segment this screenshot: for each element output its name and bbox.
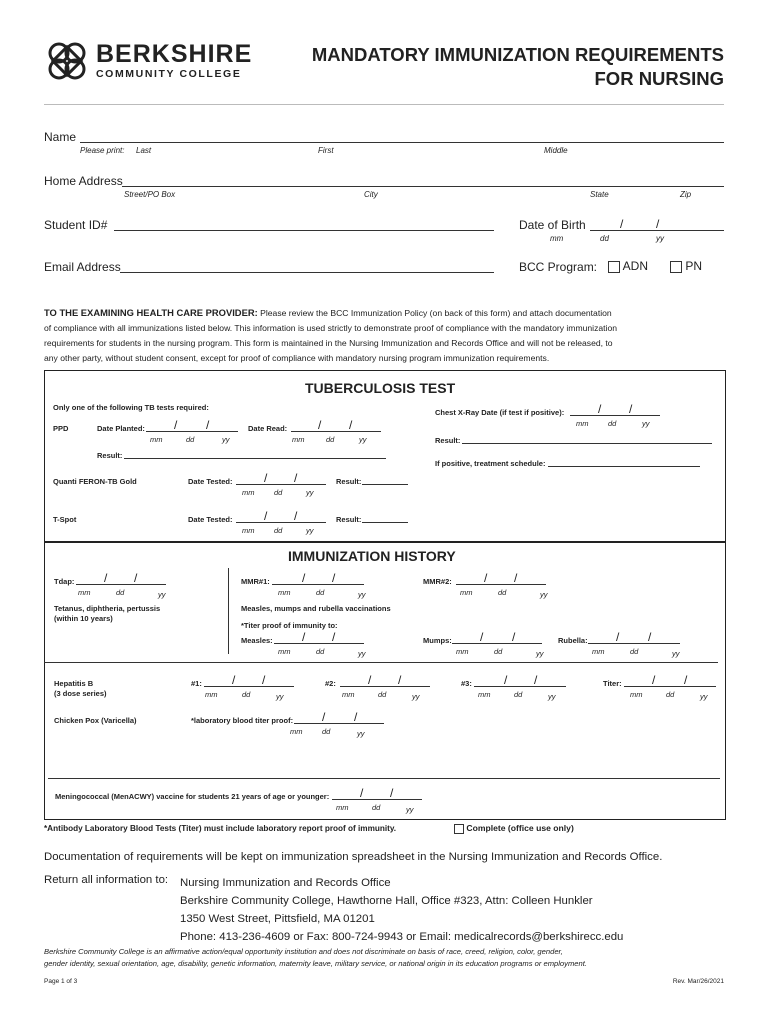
cx-yy: yy <box>642 419 650 428</box>
mmr2-mm: mm <box>460 588 473 597</box>
rubella-slash2: / <box>648 630 652 644</box>
chest-xray-label: Chest X-Ray Date (if test if positive): <box>435 408 565 417</box>
tdap-dd: dd <box>116 588 125 597</box>
measles-slash2: / <box>332 630 336 644</box>
name-field[interactable] <box>80 142 724 143</box>
eoe-line1: Berkshire Community College is an affirmative action/equal opportunity institution and does not discriminate on basis of race, creed, religion, color, gender, <box>44 947 563 956</box>
tdap-slash1: / <box>104 571 108 585</box>
provider-heading: TO THE EXAMINING HEALTH CARE PROVIDER: <box>44 307 258 318</box>
hepb1-mm: mm <box>205 690 218 699</box>
state-caption: State <box>590 190 609 199</box>
mmr1-slash1: / <box>302 571 306 585</box>
chest-xray-field[interactable] <box>570 415 660 416</box>
chickenpox-titer-field[interactable] <box>294 723 384 724</box>
dob-mm: mm <box>550 234 564 243</box>
chest-result-label: Result: <box>435 436 461 445</box>
mmr1-slash2: / <box>332 571 336 585</box>
date-planted-label: Date Planted: <box>97 424 145 433</box>
dp-dd: dd <box>186 435 195 444</box>
tdap-yy: yy <box>158 590 166 599</box>
mening-divider <box>48 778 720 779</box>
mening-field[interactable] <box>332 799 422 800</box>
mening-label: Meningococcal (MenACWY) vaccine for students 21 years of age or younger: <box>55 792 330 801</box>
dob-slash-2: / <box>656 217 660 231</box>
tdap-desc2: (within 10 years) <box>54 614 113 623</box>
mmr1-field[interactable] <box>272 584 364 585</box>
dr-yy: yy <box>359 435 367 444</box>
dp-yy: yy <box>222 435 230 444</box>
return-addr-line4: Phone: 413-236-4609 or Fax: 800-724-9943 or Email: medicalrecords@berkshirecc.edu <box>180 931 624 943</box>
tspot-date-field[interactable] <box>236 522 326 523</box>
ts-mm: mm <box>242 526 255 535</box>
page-title-line2: FOR NURSING <box>594 68 724 89</box>
date-read-label: Date Read: <box>248 424 288 433</box>
program-label: BCC Program: <box>519 260 598 274</box>
date-read-field[interactable] <box>291 431 381 432</box>
mmr1-dd: dd <box>316 588 325 597</box>
hepb-label1: Hepatitis B <box>54 679 94 688</box>
mmr2-label: MMR#2: <box>423 577 452 586</box>
quanti-result-label: Result: <box>336 477 362 486</box>
quanti-label: Quanti FERON-TB Gold <box>53 477 137 486</box>
pn-option[interactable] <box>670 259 702 273</box>
revision-date: Rev. Mar/26/2021 <box>672 978 724 985</box>
cx-mm: mm <box>576 419 589 428</box>
pn-checkbox[interactable] <box>670 261 682 273</box>
titer-dd: dd <box>666 690 675 699</box>
date-read-slash1: / <box>318 418 322 432</box>
dp-mm: mm <box>150 435 163 444</box>
adn-option[interactable] <box>608 259 648 273</box>
mening-slash1: / <box>360 786 364 800</box>
documentation-note: Documentation of requirements will be kept on immunization spreadsheet in the Nursing Immunization and Records Office. <box>44 851 663 863</box>
rubella-slash1: / <box>616 630 620 644</box>
hepb-dose3-label: #3: <box>461 679 472 688</box>
mumps-label: Mumps: <box>423 636 452 645</box>
name-label: Name <box>44 130 77 144</box>
complete-label: Complete (office use only) <box>466 823 574 833</box>
titer-slash2: / <box>684 673 688 687</box>
first-caption: First <box>318 146 334 155</box>
mening-dd: dd <box>372 803 381 812</box>
address-field[interactable] <box>122 186 724 187</box>
mumps-slash1: / <box>480 630 484 644</box>
mmr1-yy: yy <box>358 590 366 599</box>
measles-mm: mm <box>278 647 291 656</box>
eoe-statement <box>44 946 587 970</box>
hepb-dose1-field[interactable] <box>204 686 294 687</box>
hepb-dose1-label: #1: <box>191 679 202 688</box>
date-planted-slash1: / <box>174 418 178 432</box>
mumps-dd: dd <box>494 647 503 656</box>
qt-yy: yy <box>306 488 314 497</box>
ppd-label: PPD <box>53 424 69 433</box>
celtic-knot-logo-icon <box>44 38 90 84</box>
header-divider <box>44 104 724 105</box>
quanti-slash1: / <box>264 471 268 485</box>
ts-dd: dd <box>274 526 283 535</box>
hepb1-dd: dd <box>242 690 251 699</box>
ts-yy: yy <box>306 526 314 535</box>
ppd-result-field[interactable] <box>124 458 386 459</box>
tspot-slash2: / <box>294 509 298 523</box>
hepb3-dd: dd <box>514 690 523 699</box>
provider-line1: Please review the BCC Immunization Policy (on back of this form) and attach documentation <box>260 308 612 318</box>
hepb2-slash1: / <box>368 673 372 687</box>
mmr2-dd: dd <box>498 588 507 597</box>
mmr1-mm: mm <box>278 588 291 597</box>
rubella-field[interactable] <box>588 643 680 644</box>
imm-title: IMMUNIZATION HISTORY <box>288 548 456 564</box>
date-planted-slash2: / <box>206 418 210 432</box>
last-caption: Last <box>136 146 152 155</box>
chest-result-field[interactable] <box>462 443 712 444</box>
tspot-result-field[interactable] <box>362 522 408 523</box>
provider-line2: of compliance with all immunizations listed below. This information is used strictly to demonstrate proof of compliance with the mandatory immunization <box>44 323 618 333</box>
titer-slash1: / <box>652 673 656 687</box>
tdap-desc1: Tetanus, diphtheria, pertussis <box>54 604 161 613</box>
adn-label: ADN <box>622 259 649 273</box>
mening-slash2: / <box>390 786 394 800</box>
return-addr-line1: Nursing Immunization and Records Office <box>180 877 391 889</box>
email-field[interactable] <box>120 272 494 273</box>
rubella-dd: dd <box>630 647 639 656</box>
measles-label: Measles: <box>241 636 273 645</box>
titer-yy: yy <box>700 692 708 701</box>
return-address <box>180 874 623 946</box>
cp-mm: mm <box>290 727 303 736</box>
dob-slash-1: / <box>620 217 624 231</box>
mumps-slash2: / <box>512 630 516 644</box>
complete-option[interactable] <box>454 823 574 834</box>
complete-checkbox[interactable] <box>454 824 464 834</box>
rubella-label: Rubella: <box>558 636 588 645</box>
street-caption: Street/PO Box <box>124 190 176 199</box>
measles-yy: yy <box>358 649 366 658</box>
zip-caption: Zip <box>680 190 692 199</box>
page-number: Page 1 of 3 <box>44 978 78 985</box>
email-label: Email Address <box>44 260 121 274</box>
dob-yy: yy <box>656 234 664 243</box>
adn-checkbox[interactable] <box>608 261 620 273</box>
chest-slash1: / <box>598 402 602 416</box>
rubella-yy: yy <box>672 649 680 658</box>
dr-mm: mm <box>292 435 305 444</box>
hepb-dose3-field[interactable] <box>474 686 566 687</box>
hepb3-mm: mm <box>478 690 491 699</box>
tdap-field[interactable] <box>76 584 166 585</box>
provider-line4: any other party, without student consent, except for proof of compliance with mandatory nursing program immunization requirements. <box>44 353 550 363</box>
pn-label: PN <box>685 259 703 273</box>
provider-paragraph <box>44 305 617 366</box>
date-read-slash2: / <box>349 418 353 432</box>
student-id-field[interactable] <box>114 230 494 231</box>
measles-field[interactable] <box>274 643 364 644</box>
return-addr-line2: Berkshire Community College, Hawthorne Hall, Office #323, Attn: Colleen Hunkler <box>180 895 593 907</box>
hepb3-yy: yy <box>548 692 556 701</box>
date-planted-field[interactable] <box>146 431 238 432</box>
mening-yy: yy <box>406 805 414 814</box>
cp-dd: dd <box>322 727 331 736</box>
cp-slash1: / <box>322 710 326 724</box>
return-label: Return all information to: <box>44 874 169 886</box>
imm-col-divider <box>228 568 229 654</box>
mumps-mm: mm <box>456 647 469 656</box>
measles-slash1: / <box>302 630 306 644</box>
mmr2-slash2: / <box>514 571 518 585</box>
mmr-desc: Measles, mumps and rubella vaccinations <box>241 604 391 613</box>
tspot-date-label: Date Tested: <box>188 515 233 524</box>
tb-only-one: Only one of the following TB tests required: <box>53 403 209 412</box>
hepb2-dd: dd <box>378 690 387 699</box>
rubella-mm: mm <box>592 647 605 656</box>
please-print: Please print: <box>80 146 125 155</box>
lab-titer-label: *laboratory blood titer proof: <box>191 716 294 725</box>
hepb1-slash2: / <box>262 673 266 687</box>
tdap-slash2: / <box>134 571 138 585</box>
hepb1-yy: yy <box>276 692 284 701</box>
tb-title: TUBERCULOSIS TEST <box>305 380 456 396</box>
cx-dd: dd <box>608 419 617 428</box>
quanti-date-label: Date Tested: <box>188 477 233 486</box>
ppd-result-label: Result: <box>97 451 123 460</box>
quanti-date-field[interactable] <box>236 484 326 485</box>
mumps-yy: yy <box>536 649 544 658</box>
middle-caption: Middle <box>544 146 568 155</box>
hepb-titer-label: Titer: <box>603 679 622 688</box>
quanti-result-field[interactable] <box>362 484 408 485</box>
eoe-line2: gender identity, sexual orientation, age, disability, genetic information, maternity leave, military service, or national origin in its education programs or employment. <box>44 959 587 968</box>
tdap-label: Tdap: <box>54 577 75 586</box>
if-positive-field[interactable] <box>548 466 700 467</box>
address-label: Home Address <box>44 174 123 188</box>
qt-dd: dd <box>274 488 283 497</box>
dob-label: Date of Birth <box>519 218 586 232</box>
return-addr-line3: 1350 West Street, Pittsfield, MA 01201 <box>180 913 375 925</box>
city-caption: City <box>364 190 378 199</box>
mmr2-yy: yy <box>540 590 548 599</box>
logo-name: BERKSHIRE <box>96 40 253 68</box>
hepb2-mm: mm <box>342 690 355 699</box>
tspot-slash1: / <box>264 509 268 523</box>
dr-dd: dd <box>326 435 335 444</box>
hepb3-slash2: / <box>534 673 538 687</box>
antibody-note: *Antibody Laboratory Blood Tests (Titer) must include laboratory report proof of immunity. <box>44 824 397 833</box>
page-title-line1: MANDATORY IMMUNIZATION REQUIREMENTS <box>311 44 724 65</box>
quanti-slash2: / <box>294 471 298 485</box>
cp-slash2: / <box>354 710 358 724</box>
student-id-label: Student ID# <box>44 218 108 232</box>
mening-mm: mm <box>336 803 349 812</box>
mumps-field[interactable] <box>452 643 542 644</box>
hepb-label2: (3 dose series) <box>54 689 107 698</box>
hepb-dose2-field[interactable] <box>340 686 430 687</box>
tspot-label: T-Spot <box>53 515 77 524</box>
measles-dd: dd <box>316 647 325 656</box>
titer-proof-label: *Titer proof of immunity to: <box>241 621 338 630</box>
hepb2-slash2: / <box>398 673 402 687</box>
college-logo <box>44 38 254 86</box>
mmr2-slash1: / <box>484 571 488 585</box>
provider-line3: requirements for students in the nursing program. This form is maintained in the Nursing Immunization and Records Office and will not be released, to <box>44 338 613 348</box>
chickenpox-label: Chicken Pox (Varicella) <box>54 716 137 725</box>
mmr1-label: MMR#1: <box>241 577 270 586</box>
dob-dd: dd <box>600 234 609 243</box>
cp-yy: yy <box>357 729 365 738</box>
if-positive-label: If positive, treatment schedule: <box>435 459 546 468</box>
qt-mm: mm <box>242 488 255 497</box>
tspot-result-label: Result: <box>336 515 362 524</box>
mmr2-field[interactable] <box>456 584 546 585</box>
hepb-dose2-label: #2: <box>325 679 336 688</box>
tdap-mm: mm <box>78 588 91 597</box>
titer-mm: mm <box>630 690 643 699</box>
hepb1-slash1: / <box>232 673 236 687</box>
hepb3-slash1: / <box>504 673 508 687</box>
chest-slash2: / <box>629 402 633 416</box>
hepb2-yy: yy <box>412 692 420 701</box>
imm-row-divider <box>44 662 718 663</box>
logo-sub: COMMUNITY COLLEGE <box>96 68 242 80</box>
hepb-titer-field[interactable] <box>624 686 716 687</box>
